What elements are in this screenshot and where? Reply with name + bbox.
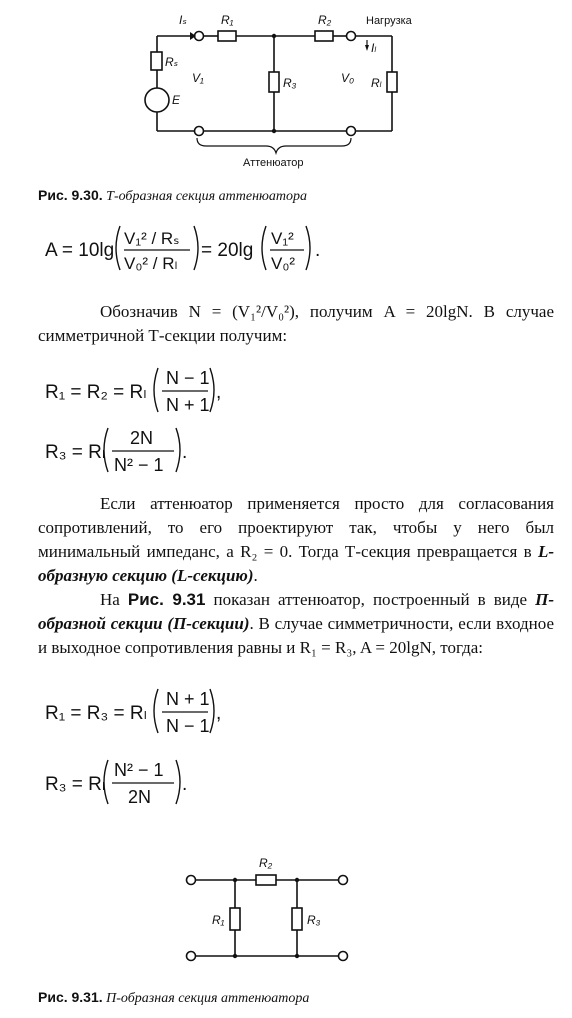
label-e: E [172,93,181,107]
eq1-denominator-2: V₀² [271,254,296,273]
eq2-numerator: N − 1 [166,368,210,388]
term-pi-section: П-образной секции (П-секции) [38,590,555,633]
svg-text:,: , [216,382,222,403]
eq5-denominator: 2N [128,787,152,807]
label-pi-r3: R₃ [307,913,321,927]
label-pi-r1: R₁ [212,913,225,927]
eq1-lhs: A = 10lg [45,240,115,261]
eq1-denominator: V₀² / Rₗ [124,254,178,273]
svg-text:.: . [315,240,321,261]
svg-text:,: , [216,703,222,724]
label-vo: V₀ [341,71,355,85]
label-rs: Rₛ [165,55,179,69]
label-pi-r2: R₂ [259,856,273,870]
eq4-denominator: N − 1 [166,716,210,736]
label-load: Нагрузка [366,15,412,27]
eq3-numerator: 2N [130,428,154,448]
caption-text-2: П-образная секция аттенюатора [106,991,310,1006]
eq3-denominator: N² − 1 [114,455,164,475]
label-r3: R₃ [283,76,297,90]
eq3-lhs: R₃ = Rₗ [45,442,105,463]
resistor-pi-r3 [292,908,302,930]
eq4-numerator: N + 1 [166,689,210,709]
label-r2: R₂ [318,13,332,27]
eq2-denominator: N + 1 [166,395,210,415]
label-il: Iₗ [371,41,377,55]
label-is: Iₛ [179,13,187,27]
svg-text:.: . [182,774,188,795]
eq1-middle: = 20lg [201,240,254,261]
paragraph-pi-section: На Рис. 9.31 показан аттенюатор, построенный в виде П-образной секции (П-секции). В случае симметричности, если входное и выходное сопротивления равны и R₁ = R₃, A = 20lgN, тогда: [38,590,555,657]
resistor-pi-r2 [256,875,276,885]
eq5-lhs: R₃ = Rₗ [45,774,105,795]
eq1-numerator: V₁² / Rₛ [124,229,180,248]
caption-number-2: Рис. 9.31. [38,989,103,1005]
label-r1: R₁ [221,13,234,27]
eq2-lhs: R₁ = R₂ = Rₗ [45,382,147,403]
svg-text:.: . [182,442,188,463]
figure-9-31-caption [38,989,309,1007]
figure-reference: Рис. 9.31 [127,590,206,609]
paragraph-l-section: Если аттенюатор применяется просто для согласования сопротивлений, то его проектируют так, чтобы у него был минимальный импеданс, а R₂ = 0. Тогда Т-секция превращается в L-образную секцию (L-секцию). [38,494,554,585]
eq4-lhs: R₁ = R₃ = Rₗ [45,703,147,724]
term-l-section: L-образную секцию (L-секцию) [38,542,554,585]
eq1-numerator-2: V₁² [271,229,294,248]
label-attenuator: Аттенюатор [243,157,304,169]
caption-text: Т-образная секция аттенюатора [106,189,308,204]
caption-number: Рис. 9.30. [38,187,103,203]
resistor-pi-r1 [230,908,240,930]
eq5-numerator: N² − 1 [114,760,164,780]
paragraph-1-text: Обозначив N = (V₁²/V₀²), получим A = 20lgN. В случае симметричной Т-секции получим: [38,302,554,345]
label-v1: V₁ [192,71,204,85]
label-rl: Rₗ [371,76,382,90]
